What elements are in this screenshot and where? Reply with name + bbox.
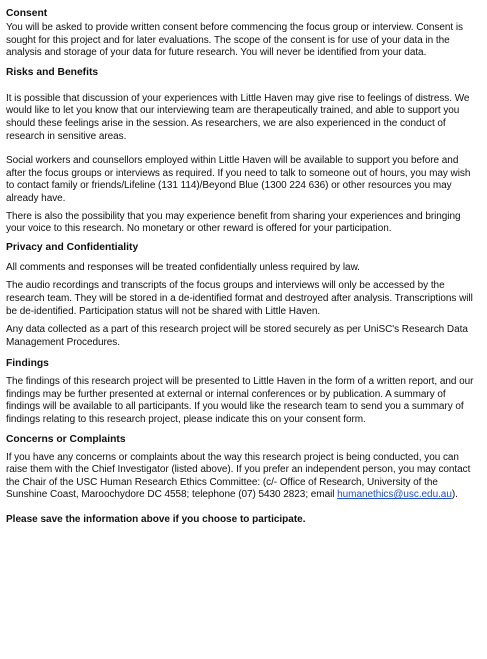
risks-paragraph-2: Social workers and counsellors employed within Little Haven will be available to support you before and after the focus groups or interviews as required. If you need to talk to someone out of hours, you may wish to contact family or friends/Lifeline (131 114)/Beyond Blue (1300 224 636) or other resources you may already have. (6, 155, 471, 204)
concerns-text-end: ). (451, 489, 458, 501)
risks-paragraph-3: There is also the possibility that you may experience benefit from sharing your experiences and bringing your voice to this research. No monetary or other reward is offered for your participation. (6, 210, 461, 235)
privacy-paragraph-3: Any data collected as a part of this research project will be stored securely as per UniSC's Research Data Management Procedures. (6, 324, 468, 348)
consent-paragraph: You will be asked to provide written consent before commencing the focus group or interview. Consent is sought for this project and for later evaluations. The scope of the consent is for use of your data in the analysis and storage of your data for future research. You will never be identified from your data. (6, 22, 463, 59)
concerns-paragraph (6, 452, 479, 502)
consent-heading: Consent (6, 8, 48, 19)
privacy-paragraph-1: All comments and responses will be treated confidentially unless required by law. (6, 261, 360, 273)
concerns-text: If you have any concerns or complaints about the way this research project is being conducted, you can raise them with the Chief Investigator (listed above). If you prefer an independent person, you may contact the Chair of the USC Human Research Ethics Committee: (c/- Office of Research, University of the Sunshine Coast, Maroochydore DC 4558; telephone (07) 5430 2823; email (6, 451, 471, 501)
findings-heading: Findings (6, 358, 49, 370)
privacy-heading: Privacy and Confidentiality (6, 241, 139, 253)
risks-paragraph-1: It is possible that discussion of your experiences with Little Haven may give rise to feelings of distress. We would like to let you know that our interviewing team are therapeutically trained, and able to support you should these feelings arise in the session. As researchers, we are also experienced in the conduct of research in sensitive areas. (6, 92, 470, 142)
concerns-heading: Concerns or Complaints (6, 433, 126, 445)
risks-heading: Risks and Benefits (6, 66, 99, 78)
findings-paragraph: The findings of this research project will be presented to Little Haven in the form of a written report, and our findings may be further presented at external or internal conferences or by publication. A summary of findings will be available to all participants. If you would like the research team to send you a summary of findings relating to this research project, please indicate this on your consent form. (6, 376, 474, 426)
ethics-email-link[interactable]: humanethics@usc.edu.au (337, 489, 452, 501)
save-information-note: Please save the information above if you choose to participate. (6, 514, 306, 526)
privacy-paragraph-2: The audio recordings and transcripts of the focus groups and interviews will only be accessed by the research team. They will be stored in a de-identified format and destroyed after analysis. Transcriptions will be de-identified. Participation status will not be shared with Little Haven. (6, 280, 473, 317)
